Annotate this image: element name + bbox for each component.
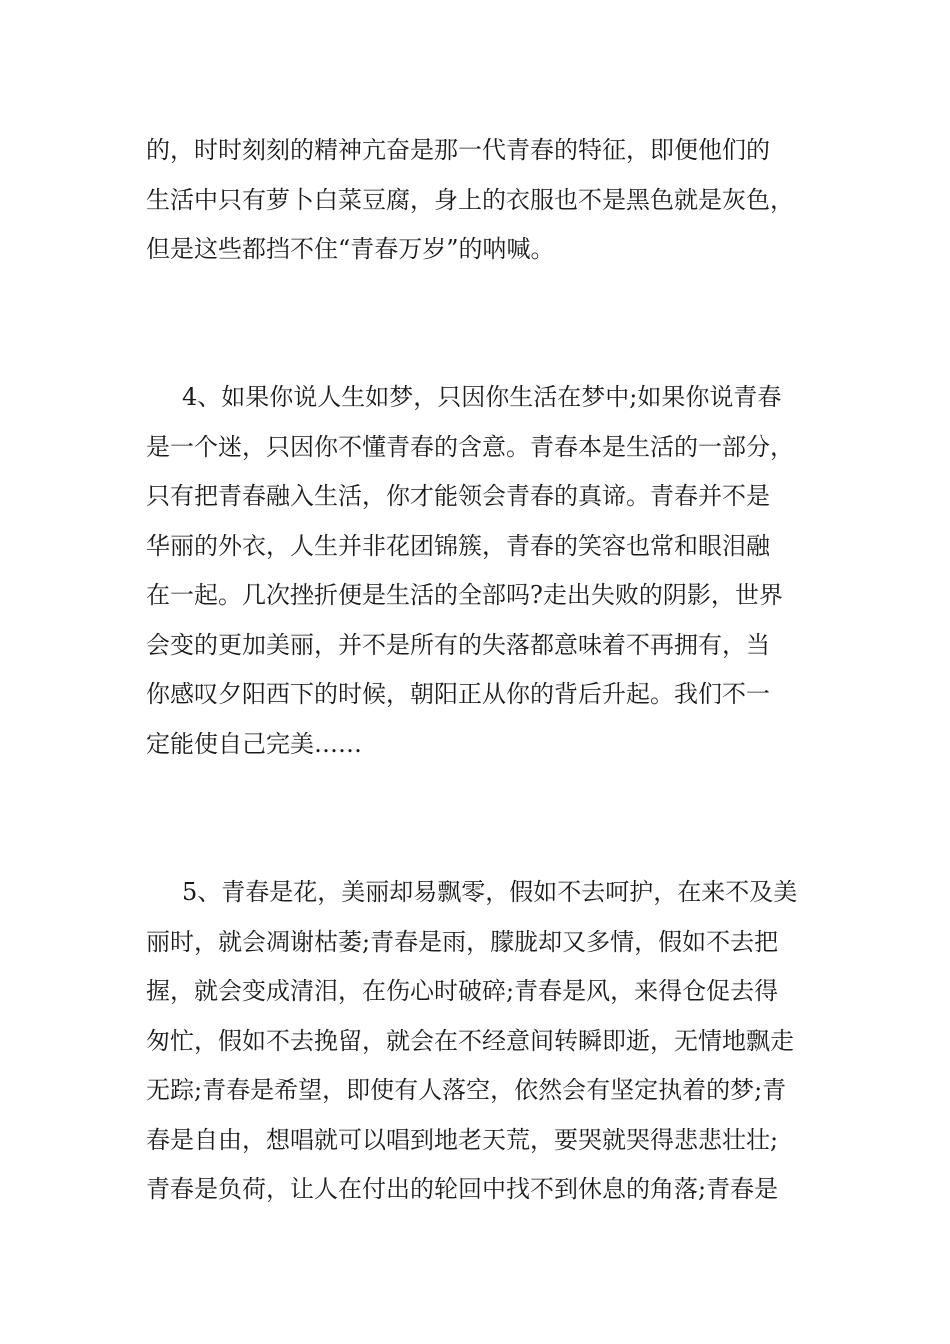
paragraph-2-line-2: 是一个迷，只因你不懂青春的含意。青春本是生活的一部分， (146, 433, 794, 461)
paragraph-3-line-3: 握，就会变成清泪，在伤心时破碎;青春是风，来得仓促去得 (146, 977, 779, 1005)
paragraph-3-line-6: 春是自由，想唱就可以唱到地老天荒，要哭就哭得悲悲壮壮; (146, 1126, 779, 1154)
paragraph-3-line-5: 无踪;青春是希望，即使有人落空，依然会有坚定执着的梦;青 (146, 1076, 787, 1104)
paragraph-3-line-1: 5、青春是花，美丽却易飘零，假如不去呵护，在来不及美 (182, 878, 798, 906)
paragraph-2-line-1: 4、如果你说人生如梦，只因你生活在梦中;如果你说青春 (182, 383, 782, 411)
paragraph-2-line-6: 会变的更加美丽，并不是所有的失落都意味着不再拥有，当 (146, 631, 770, 659)
paragraph-1-line-2: 生活中只有萝卜白菜豆腐，身上的衣服也不是黑色就是灰色， (146, 186, 794, 214)
paragraph-3-line-2: 丽时，就会凋谢枯萎;青春是雨，朦胧却又多情，假如不去把 (146, 928, 779, 956)
paragraph-2-line-7: 你感叹夕阳西下的时候，朝阳正从你的背后升起。我们不一 (146, 680, 770, 708)
paragraph-2-line-4: 华丽的外衣，人生并非花团锦簇，青春的笑容也常和眼泪融 (146, 532, 770, 560)
paragraph-2-line-5: 在一起。几次挫折便是生活的全部吗?走出失败的阴影，世界 (146, 581, 783, 609)
paragraph-1-line-1: 的，时时刻刻的精神亢奋是那一代青春的特征，即便他们的 (146, 136, 770, 164)
paragraph-1-line-3: 但是这些都挡不住“青春万岁”的呐喊。 (146, 235, 555, 263)
paragraph-3-line-7: 青春是负荷，让人在付出的轮回中找不到休息的角落;青春是 (146, 1175, 779, 1203)
paragraph-3-line-4: 匆忙，假如不去挽留，就会在不经意间转瞬即逝，无情地飘走 (146, 1027, 794, 1055)
paragraph-2-line-8: 定能使自己完美…… (146, 730, 362, 758)
paragraph-2-line-3: 只有把青春融入生活，你才能领会青春的真谛。青春并不是 (146, 482, 770, 510)
